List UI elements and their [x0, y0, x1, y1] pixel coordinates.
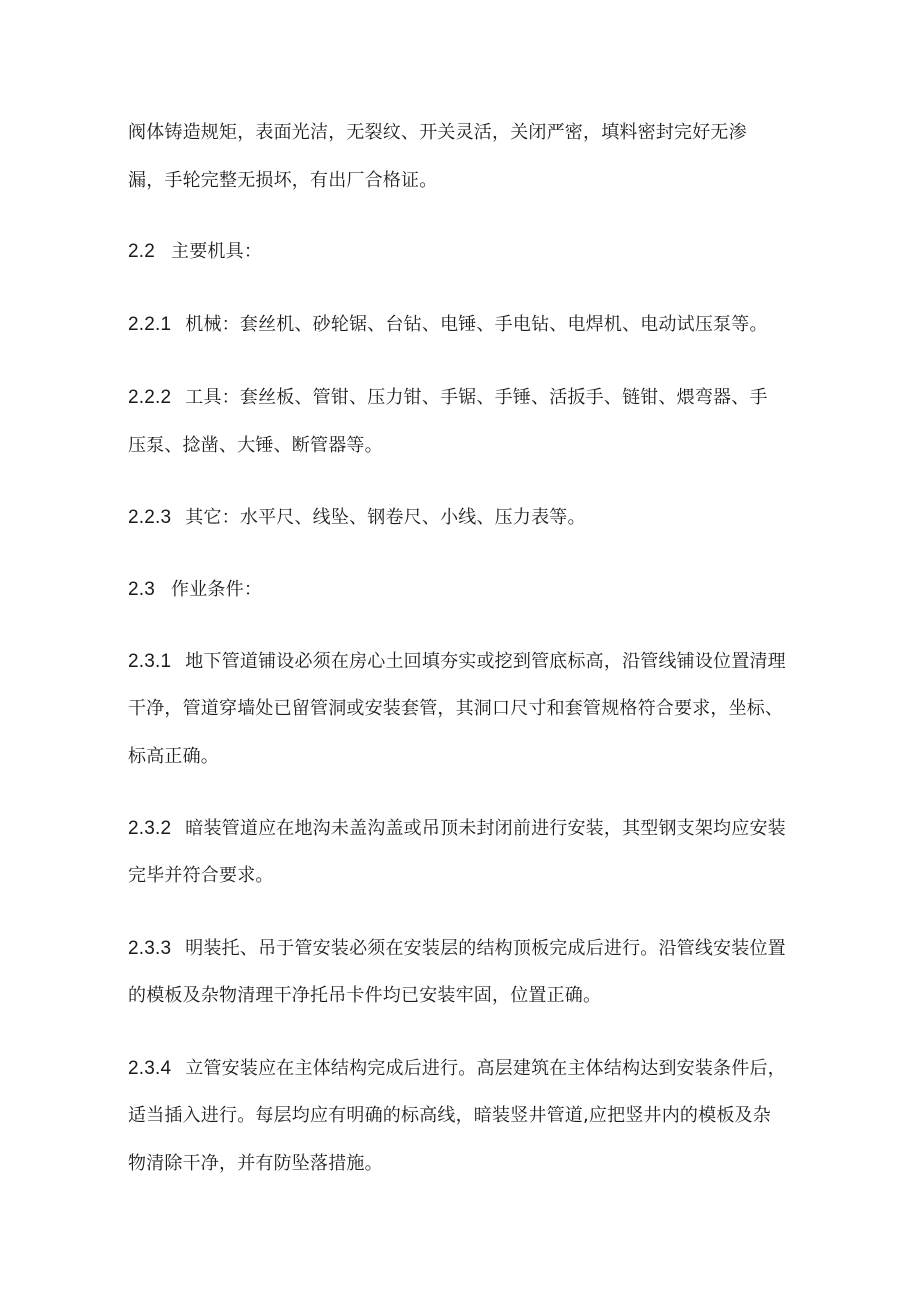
section-number: 2.2.3	[128, 507, 172, 528]
section-number: 2.2	[128, 241, 156, 262]
section-2-3-4-continued-1: 适当插入进行。每层均应有明确的标高线，暗装竖井管道,应把竖井内的模板及杂	[128, 1105, 771, 1126]
section-heading: 主要机具：	[171, 241, 263, 262]
section-2-3-2	[128, 817, 786, 841]
section-number: 2.2.2	[128, 387, 172, 408]
section-text: 地下管道铺设必须在房心土回填夯实或挖到管底标高，沿管线铺设位置清理	[185, 651, 786, 672]
intro-line-1: 阀体铸造规矩，表面光洁，无裂纹、开关灵活，关闭严密，填料密封完好无渗	[128, 122, 747, 143]
section-2-2-2-continued: 压泵、捻凿、大锤、断管器等。	[128, 435, 383, 456]
section-2-2-1	[128, 313, 768, 337]
section-number: 2.3.2	[128, 818, 172, 839]
section-2-3	[128, 578, 262, 602]
intro-line-2: 漏，手轮完整无损坏，有出厂合格证。	[128, 170, 438, 191]
section-text: 立管安装应在主体结构完成后进行。高层建筑在主体结构达到安装条件后，	[185, 1058, 786, 1079]
section-2-2-2	[128, 386, 768, 410]
section-2-3-3	[128, 937, 786, 961]
section-text: 其它：水平尺、线坠、钢卷尺、小线、压力表等。	[185, 507, 586, 528]
section-number: 2.3	[128, 579, 156, 600]
section-2-3-4	[128, 1057, 786, 1081]
section-number: 2.3.4	[128, 1058, 172, 1079]
section-2-2-3	[128, 506, 586, 530]
section-text: 工具：套丝板、管钳、压力钳、手锯、手锤、活扳手、链钳、煨弯器、手	[185, 387, 768, 408]
section-2-3-3-continued: 的模板及杂物清理干净托吊卡件均已安装牢固，位置正确。	[128, 985, 602, 1006]
section-2-3-1-continued-2: 标高正确。	[128, 746, 219, 767]
section-2-3-1	[128, 650, 786, 674]
section-2-2	[128, 240, 262, 264]
section-text: 机械：套丝机、砂轮锯、台钻、电锤、手电钻、电焊机、电动试压泵等。	[185, 314, 768, 335]
section-number: 2.3.1	[128, 651, 172, 672]
section-2-3-4-continued-2: 物清除干净，并有防坠落措施。	[128, 1153, 383, 1174]
section-heading: 作业条件：	[171, 579, 263, 600]
section-2-3-1-continued-1: 干净，管道穿墙处已留管洞或安装套管，其洞口尺寸和套管规格符合要求，坐标、	[128, 698, 784, 719]
section-number: 2.3.3	[128, 938, 172, 959]
section-number: 2.2.1	[128, 314, 172, 335]
section-text: 暗装管道应在地沟未盖沟盖或吊顶未封闭前进行安装，其型钢支架均应安装	[185, 818, 786, 839]
section-2-3-2-continued: 完毕并符合要求。	[128, 865, 274, 886]
section-text: 明装托、吊于管安装必须在安装层的结构顶板完成后进行。沿管线安装位置	[185, 938, 786, 959]
